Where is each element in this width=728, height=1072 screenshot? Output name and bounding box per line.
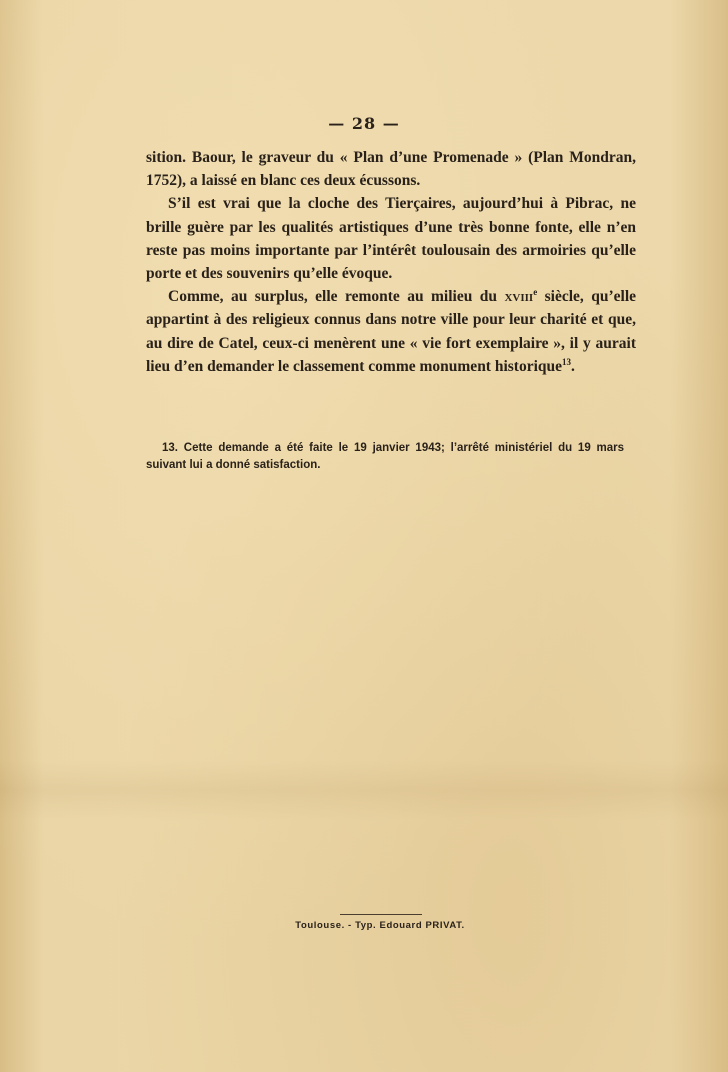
paragraph-end: . <box>571 357 575 375</box>
body-text <box>146 146 636 378</box>
printer-rule <box>340 914 422 915</box>
century-superscript: e <box>533 287 538 298</box>
footnote-reference: 13 <box>562 356 572 367</box>
paragraph-cloche: S’il est vrai que la cloche des Tierçaires, aujourd’hui à Pibrac, ne brille guère par les qualités artistiques d’une très bonne fonte, elle n’en reste pas moins importante par l’intérêt toulousain des armoiries qu’elle porte et des souvenirs qu’elle évoque. <box>146 195 636 283</box>
page-number: — 28 — <box>328 114 400 133</box>
paragraph-text-part2: siècle, qu’elle appartint à des religieux connus dans notre ville pour leur charité et que, au dire de Catel, ceux-ci menèrent une « vie fort exemplaire », il y aurait lieu d’en demander le classement comme monument historique <box>146 288 637 375</box>
paper-crease <box>0 760 728 820</box>
footnote-13: 13. Cette demande a été faite le 19 janvier 1943; l’arrêté ministériel du 19 mars suivant lui a donné satisfaction. <box>146 442 624 471</box>
century-numeral: xviii <box>504 288 534 306</box>
printer-imprint: Toulouse. - Typ. Edouard PRIVAT. <box>295 920 465 931</box>
paragraph-classement <box>146 285 636 378</box>
paragraph-text-part1: Comme, au surplus, elle remonte au milieu du <box>168 288 505 306</box>
paragraph-continuation: sition. Baour, le graveur du « Plan d’une Promenade » (Plan Mondran, 1752), a laissé en blanc ces deux écussons. <box>146 149 636 190</box>
